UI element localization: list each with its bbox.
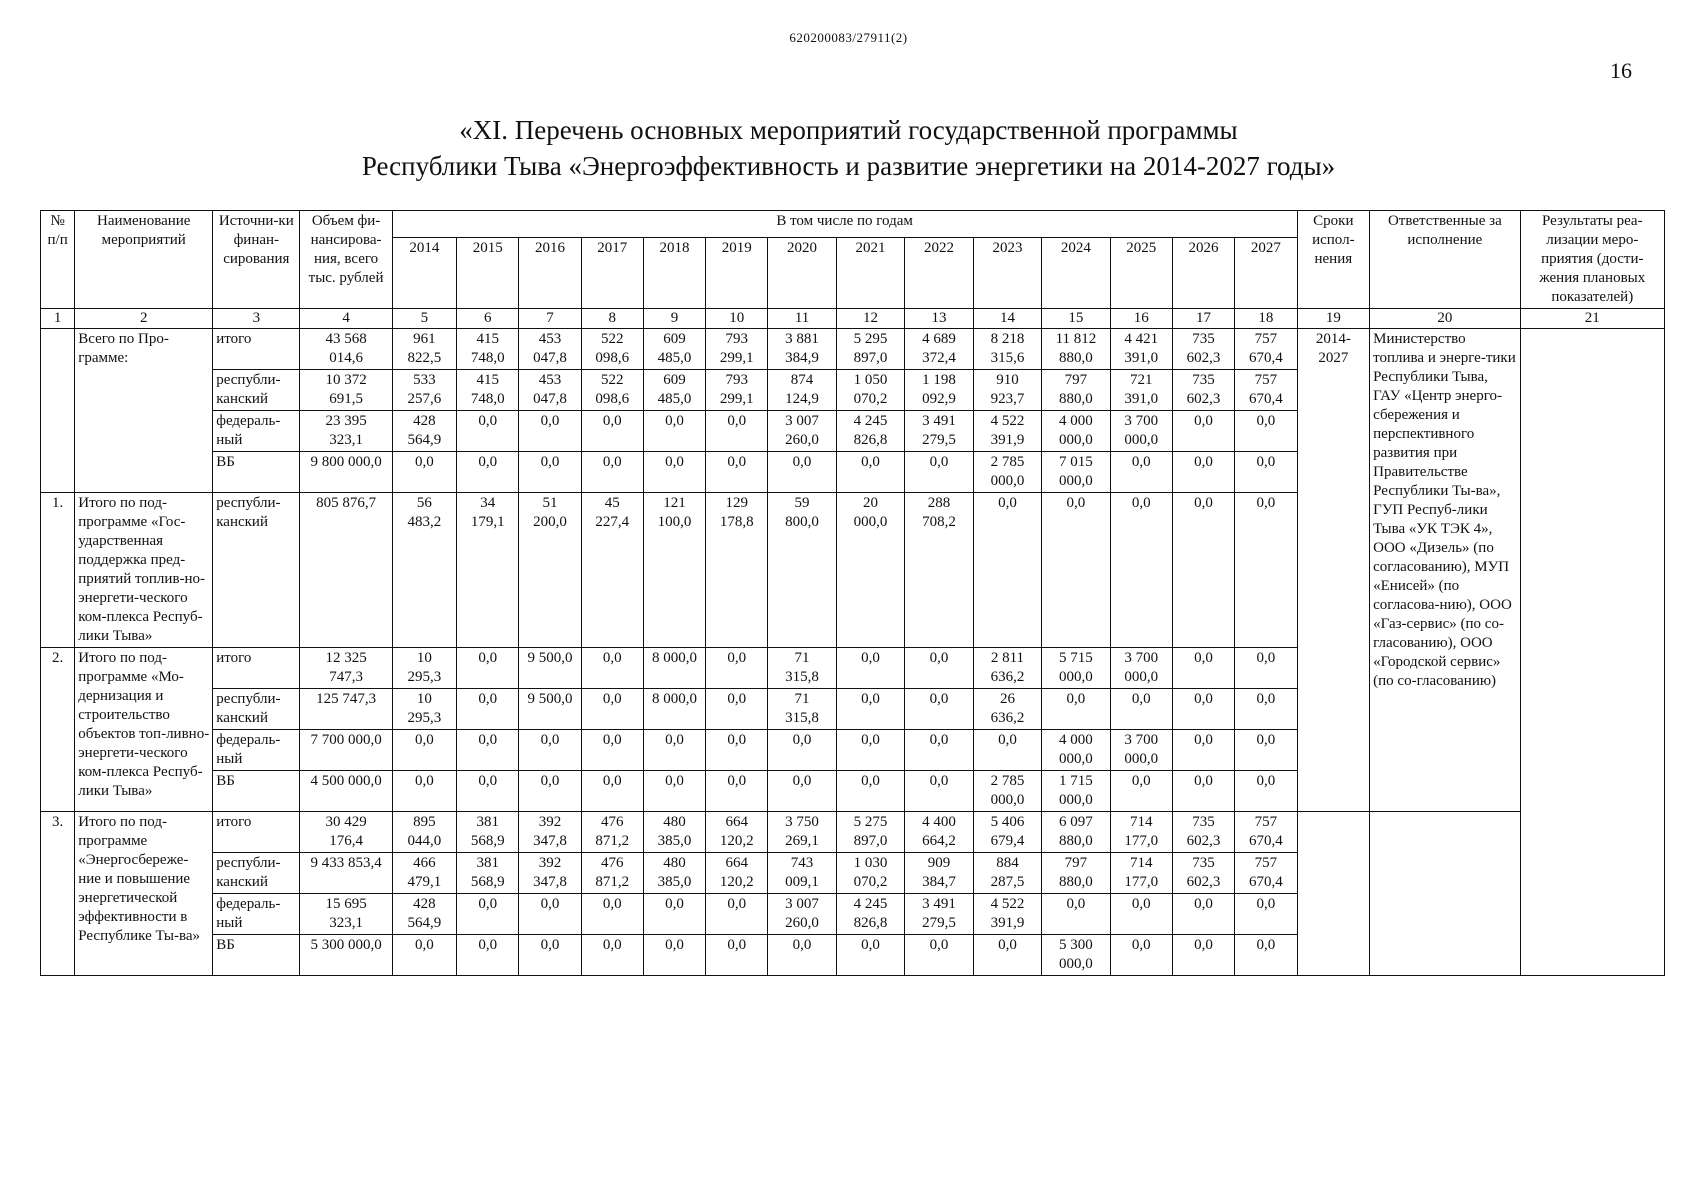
- year-value: 0,0: [392, 452, 456, 493]
- year-value: 453 047,8: [519, 329, 581, 370]
- title-line-2: Республики Тыва «Энергоэффективность и развитие энергетики на 2014-2027 годы»: [361, 151, 1336, 181]
- funding-source: республи-канский: [213, 370, 300, 411]
- header-year: 2027: [1235, 238, 1297, 309]
- year-value: 0,0: [836, 689, 904, 730]
- year-value: 735 602,3: [1172, 370, 1234, 411]
- table-row: [41, 329, 1665, 370]
- year-value: 26 636,2: [973, 689, 1041, 730]
- funding-total: 12 325 747,3: [300, 648, 392, 689]
- year-value: 0,0: [1110, 771, 1172, 812]
- funding-source: республи-канский: [213, 493, 300, 648]
- year-value: 8 218 315,6: [973, 329, 1041, 370]
- year-value: 480 385,0: [643, 853, 705, 894]
- year-value: 664 120,2: [706, 812, 768, 853]
- year-value: 6 097 880,0: [1042, 812, 1110, 853]
- year-value: 0,0: [581, 771, 643, 812]
- year-value: 797 880,0: [1042, 853, 1110, 894]
- year-value: 0,0: [836, 935, 904, 976]
- year-value: 2 811 636,2: [973, 648, 1041, 689]
- page-number: 16: [1610, 58, 1632, 83]
- funding-source: федераль-ный: [213, 894, 300, 935]
- year-value: 51 200,0: [519, 493, 581, 648]
- funding-source: республи-канский: [213, 853, 300, 894]
- year-value: 0,0: [1235, 771, 1297, 812]
- header-year: 2024: [1042, 238, 1110, 309]
- year-value: 4 245 826,8: [836, 894, 904, 935]
- year-value: 3 750 269,1: [768, 812, 836, 853]
- row-number: [41, 329, 75, 493]
- funding-source: итого: [213, 812, 300, 853]
- funding-source: федераль-ный: [213, 411, 300, 452]
- year-value: 0,0: [581, 935, 643, 976]
- year-value: 0,0: [1110, 493, 1172, 648]
- year-value: 895 044,0: [392, 812, 456, 853]
- year-value: 0,0: [1172, 493, 1234, 648]
- year-value: 0,0: [706, 411, 768, 452]
- year-value: 4 400 664,2: [905, 812, 973, 853]
- year-value: 0,0: [706, 935, 768, 976]
- year-value: 0,0: [457, 648, 519, 689]
- year-value: 0,0: [973, 935, 1041, 976]
- header-year: 2015: [457, 238, 519, 309]
- year-value: 4 421 391,0: [1110, 329, 1172, 370]
- year-value: 0,0: [905, 689, 973, 730]
- year-value: 909 384,7: [905, 853, 973, 894]
- row-number: 3.: [41, 812, 75, 976]
- year-value: 8 000,0: [643, 689, 705, 730]
- year-value: 5 300 000,0: [1042, 935, 1110, 976]
- year-value: 7 015 000,0: [1042, 452, 1110, 493]
- year-value: 735 602,3: [1172, 853, 1234, 894]
- year-value: 0,0: [519, 411, 581, 452]
- column-number: 2: [75, 309, 213, 329]
- funding-total: 15 695 323,1: [300, 894, 392, 935]
- header-responsible: Ответственные за исполнение: [1370, 211, 1520, 309]
- year-value: 0,0: [457, 771, 519, 812]
- column-number: 4: [300, 309, 392, 329]
- year-value: 3 491 279,5: [905, 411, 973, 452]
- table-body: [41, 329, 1665, 976]
- year-value: 0,0: [643, 452, 705, 493]
- year-value: 884 287,5: [973, 853, 1041, 894]
- year-value: 522 098,6: [581, 329, 643, 370]
- year-value: 0,0: [905, 935, 973, 976]
- year-value: 71 315,8: [768, 689, 836, 730]
- year-value: 11 812 880,0: [1042, 329, 1110, 370]
- execution-terms-empty: [1297, 812, 1370, 976]
- header-year: 2018: [643, 238, 705, 309]
- year-value: 1 715 000,0: [1042, 771, 1110, 812]
- year-value: 392 347,8: [519, 812, 581, 853]
- year-value: 9 500,0: [519, 648, 581, 689]
- year-value: 757 670,4: [1235, 853, 1297, 894]
- column-number: 21: [1520, 309, 1664, 329]
- year-value: 8 000,0: [643, 648, 705, 689]
- header-volume: Объем фи-нансирова-ния, всего тыс. рублей: [300, 211, 392, 309]
- year-value: 735 602,3: [1172, 329, 1234, 370]
- column-number: 13: [905, 309, 973, 329]
- year-value: 56 483,2: [392, 493, 456, 648]
- year-value: 3 007 260,0: [768, 894, 836, 935]
- year-value: 0,0: [706, 452, 768, 493]
- year-value: 4 245 826,8: [836, 411, 904, 452]
- year-value: 0,0: [392, 730, 456, 771]
- year-value: 34 179,1: [457, 493, 519, 648]
- title-line-1: «XI. Перечень основных мероприятий государственной программы: [459, 115, 1238, 145]
- year-value: 3 700 000,0: [1110, 730, 1172, 771]
- year-value: 721 391,0: [1110, 370, 1172, 411]
- year-value: 5 295 897,0: [836, 329, 904, 370]
- year-value: 609 485,0: [643, 329, 705, 370]
- year-value: 3 700 000,0: [1110, 648, 1172, 689]
- funding-total: 5 300 000,0: [300, 935, 392, 976]
- year-value: 0,0: [643, 894, 705, 935]
- year-value: 714 177,0: [1110, 853, 1172, 894]
- year-value: 2 785 000,0: [973, 452, 1041, 493]
- year-value: 533 257,6: [392, 370, 456, 411]
- measure-name: Всего по Про-грамме:: [75, 329, 213, 493]
- header-year: 2020: [768, 238, 836, 309]
- year-value: 0,0: [1172, 411, 1234, 452]
- year-value: 3 881 384,9: [768, 329, 836, 370]
- funding-total: 4 500 000,0: [300, 771, 392, 812]
- year-value: 476 871,2: [581, 812, 643, 853]
- column-number: 5: [392, 309, 456, 329]
- column-number: 14: [973, 309, 1041, 329]
- year-value: 3 491 279,5: [905, 894, 973, 935]
- year-value: 129 178,8: [706, 493, 768, 648]
- column-number: 16: [1110, 309, 1172, 329]
- measure-name: Итого по под-программе «Мо-дернизация и строительство объектов топ-ливно-энергети-ческого ком-плекса Респуб-лики Тыва»: [75, 648, 213, 812]
- header-name: Наименование мероприятий: [75, 211, 213, 309]
- year-value: 392 347,8: [519, 853, 581, 894]
- year-value: 0,0: [836, 648, 904, 689]
- header-year: 2016: [519, 238, 581, 309]
- year-value: 757 670,4: [1235, 812, 1297, 853]
- column-number: 11: [768, 309, 836, 329]
- year-value: 5 406 679,4: [973, 812, 1041, 853]
- year-value: 793 299,1: [706, 370, 768, 411]
- year-value: 0,0: [1235, 648, 1297, 689]
- year-value: 3 007 260,0: [768, 411, 836, 452]
- year-value: 0,0: [1235, 894, 1297, 935]
- year-value: 4 689 372,4: [905, 329, 973, 370]
- header-year: 2017: [581, 238, 643, 309]
- year-value: 0,0: [519, 935, 581, 976]
- measures-table: [40, 210, 1665, 976]
- funding-total: 30 429 176,4: [300, 812, 392, 853]
- year-value: 2 785 000,0: [973, 771, 1041, 812]
- year-value: 0,0: [457, 894, 519, 935]
- year-value: 0,0: [392, 771, 456, 812]
- year-value: 480 385,0: [643, 812, 705, 853]
- year-value: 0,0: [581, 452, 643, 493]
- header-year: 2023: [973, 238, 1041, 309]
- year-value: 0,0: [1172, 689, 1234, 730]
- year-value: 0,0: [1235, 689, 1297, 730]
- year-value: 4 522 391,9: [973, 411, 1041, 452]
- year-value: 1 198 092,9: [905, 370, 973, 411]
- funding-source: ВБ: [213, 935, 300, 976]
- year-value: 961 822,5: [392, 329, 456, 370]
- year-value: 428 564,9: [392, 411, 456, 452]
- year-value: 0,0: [973, 730, 1041, 771]
- year-value: 757 670,4: [1235, 329, 1297, 370]
- year-value: 714 177,0: [1110, 812, 1172, 853]
- year-value: 0,0: [1235, 452, 1297, 493]
- year-value: 4 522 391,9: [973, 894, 1041, 935]
- year-value: 476 871,2: [581, 853, 643, 894]
- year-value: 0,0: [457, 452, 519, 493]
- column-number: 19: [1297, 309, 1370, 329]
- year-value: 0,0: [706, 894, 768, 935]
- funding-source: республи-канский: [213, 689, 300, 730]
- year-value: 121 100,0: [643, 493, 705, 648]
- year-value: 0,0: [1042, 493, 1110, 648]
- page-title: [0, 112, 1697, 184]
- year-value: 609 485,0: [643, 370, 705, 411]
- column-number: 1: [41, 309, 75, 329]
- year-value: 664 120,2: [706, 853, 768, 894]
- year-value: 5 275 897,0: [836, 812, 904, 853]
- year-value: 0,0: [457, 730, 519, 771]
- responsible-empty: [1370, 812, 1520, 976]
- funding-total: 10 372 691,5: [300, 370, 392, 411]
- year-value: 0,0: [905, 648, 973, 689]
- year-value: 0,0: [581, 730, 643, 771]
- year-value: 0,0: [457, 689, 519, 730]
- year-value: 0,0: [643, 771, 705, 812]
- year-value: 0,0: [1042, 894, 1110, 935]
- column-number: 3: [213, 309, 300, 329]
- year-value: 59 800,0: [768, 493, 836, 648]
- year-value: 3 700 000,0: [1110, 411, 1172, 452]
- row-number: 2.: [41, 648, 75, 812]
- year-value: 0,0: [1172, 452, 1234, 493]
- year-value: 0,0: [519, 452, 581, 493]
- funding-source: итого: [213, 648, 300, 689]
- header-year: 2021: [836, 238, 904, 309]
- header-year: 2019: [706, 238, 768, 309]
- year-value: 0,0: [1235, 411, 1297, 452]
- year-value: 0,0: [706, 689, 768, 730]
- header-num: № п/п: [41, 211, 75, 309]
- year-value: 0,0: [581, 689, 643, 730]
- year-value: 288 708,2: [905, 493, 973, 648]
- row-number: 1.: [41, 493, 75, 648]
- column-number: 8: [581, 309, 643, 329]
- funding-total: 23 395 323,1: [300, 411, 392, 452]
- header-results: Результаты реа-лизации меро-приятия (дости-жения плановых показателей): [1520, 211, 1664, 309]
- year-value: 415 748,0: [457, 329, 519, 370]
- year-value: 0,0: [519, 730, 581, 771]
- year-value: 0,0: [836, 730, 904, 771]
- funding-total: 805 876,7: [300, 493, 392, 648]
- year-value: 0,0: [1042, 689, 1110, 730]
- year-value: 415 748,0: [457, 370, 519, 411]
- year-value: 0,0: [643, 935, 705, 976]
- year-value: 757 670,4: [1235, 370, 1297, 411]
- year-value: 0,0: [519, 894, 581, 935]
- year-value: 0,0: [1172, 771, 1234, 812]
- header-year: 2026: [1172, 238, 1234, 309]
- header-year: 2022: [905, 238, 973, 309]
- header-terms: Сроки испол-нения: [1297, 211, 1370, 309]
- funding-total: 125 747,3: [300, 689, 392, 730]
- year-value: 0,0: [1172, 894, 1234, 935]
- year-value: 0,0: [973, 493, 1041, 648]
- execution-terms: 2014- 2027: [1297, 329, 1370, 812]
- year-value: 5 715 000,0: [1042, 648, 1110, 689]
- year-value: 428 564,9: [392, 894, 456, 935]
- header-row-1: [41, 211, 1665, 238]
- year-value: 910 923,7: [973, 370, 1041, 411]
- year-value: 0,0: [519, 771, 581, 812]
- year-value: 0,0: [706, 648, 768, 689]
- year-value: 0,0: [1110, 894, 1172, 935]
- year-value: 4 000 000,0: [1042, 411, 1110, 452]
- column-number: 17: [1172, 309, 1234, 329]
- year-value: 466 479,1: [392, 853, 456, 894]
- year-value: 20 000,0: [836, 493, 904, 648]
- column-number: 9: [643, 309, 705, 329]
- year-value: 1 050 070,2: [836, 370, 904, 411]
- year-value: 0,0: [643, 730, 705, 771]
- year-value: 0,0: [768, 771, 836, 812]
- year-value: 1 030 070,2: [836, 853, 904, 894]
- results-cell: [1520, 329, 1664, 976]
- year-value: 797 880,0: [1042, 370, 1110, 411]
- funding-total: 7 700 000,0: [300, 730, 392, 771]
- year-value: 522 098,6: [581, 370, 643, 411]
- column-number-row: [41, 309, 1665, 329]
- responsible-parties: Министерство топлива и энерге-тики Республики Тыва, ГАУ «Центр энерго-сбережения и перспективного развития при Правительстве Республики Ты-ва», ГУП Респуб-лики Тыва «УК ТЭК 4», ООО «Дизель» (по согласованию), МУП «Енисей» (по согласова-нию), ООО «Газ-сервис» (по со-гласованию), ООО «Городской сервис» (по со-гласованию): [1370, 329, 1520, 812]
- year-value: 0,0: [581, 648, 643, 689]
- year-value: 0,0: [905, 771, 973, 812]
- year-value: 0,0: [768, 935, 836, 976]
- year-value: 0,0: [1110, 452, 1172, 493]
- year-value: 0,0: [581, 894, 643, 935]
- measure-name: Итого по под-программе «Энергосбереже-ние и повышение энергетической эффективности в Республике Ты-ва»: [75, 812, 213, 976]
- year-value: 0,0: [905, 452, 973, 493]
- year-value: 874 124,9: [768, 370, 836, 411]
- year-value: 381 568,9: [457, 853, 519, 894]
- year-value: 0,0: [1235, 935, 1297, 976]
- year-value: 743 009,1: [768, 853, 836, 894]
- year-value: 0,0: [706, 730, 768, 771]
- year-value: 0,0: [457, 935, 519, 976]
- year-value: 0,0: [392, 935, 456, 976]
- year-value: 381 568,9: [457, 812, 519, 853]
- year-value: 453 047,8: [519, 370, 581, 411]
- funding-total: 9 433 853,4: [300, 853, 392, 894]
- year-value: 0,0: [905, 730, 973, 771]
- year-value: 0,0: [457, 411, 519, 452]
- year-value: 10 295,3: [392, 689, 456, 730]
- column-number: 20: [1370, 309, 1520, 329]
- year-value: 0,0: [1235, 730, 1297, 771]
- year-value: 9 500,0: [519, 689, 581, 730]
- year-value: 10 295,3: [392, 648, 456, 689]
- year-value: 0,0: [581, 411, 643, 452]
- year-value: 71 315,8: [768, 648, 836, 689]
- year-value: 793 299,1: [706, 329, 768, 370]
- column-number: 10: [706, 309, 768, 329]
- year-value: 0,0: [1110, 935, 1172, 976]
- funding-source: ВБ: [213, 452, 300, 493]
- year-value: 4 000 000,0: [1042, 730, 1110, 771]
- column-number: 6: [457, 309, 519, 329]
- header-source: Источни-ки финан-сирования: [213, 211, 300, 309]
- funding-source: итого: [213, 329, 300, 370]
- year-value: 0,0: [836, 452, 904, 493]
- table-row: [41, 812, 1665, 853]
- funding-total: 43 568 014,6: [300, 329, 392, 370]
- year-value: 45 227,4: [581, 493, 643, 648]
- funding-source: ВБ: [213, 771, 300, 812]
- year-value: 0,0: [1235, 493, 1297, 648]
- year-value: 0,0: [836, 771, 904, 812]
- year-value: 0,0: [1110, 689, 1172, 730]
- column-number: 7: [519, 309, 581, 329]
- measure-name: Итого по под-программе «Гос-ударственная поддержка пред-приятий топлив-но-энергети-ческого ком-плекса Респуб-лики Тыва»: [75, 493, 213, 648]
- year-value: 0,0: [768, 452, 836, 493]
- year-value: 0,0: [643, 411, 705, 452]
- year-value: 0,0: [1172, 935, 1234, 976]
- year-value: 0,0: [768, 730, 836, 771]
- year-value: 0,0: [706, 771, 768, 812]
- year-value: 735 602,3: [1172, 812, 1234, 853]
- funding-total: 9 800 000,0: [300, 452, 392, 493]
- header-year: 2025: [1110, 238, 1172, 309]
- document-code: 620200083/27911(2): [789, 30, 908, 45]
- header-year: 2014: [392, 238, 456, 309]
- header-years-group: В том числе по годам: [392, 211, 1297, 238]
- column-number: 15: [1042, 309, 1110, 329]
- column-number: 18: [1235, 309, 1297, 329]
- funding-source: федераль-ный: [213, 730, 300, 771]
- column-number: 12: [836, 309, 904, 329]
- year-value: 0,0: [1172, 730, 1234, 771]
- year-value: 0,0: [1172, 648, 1234, 689]
